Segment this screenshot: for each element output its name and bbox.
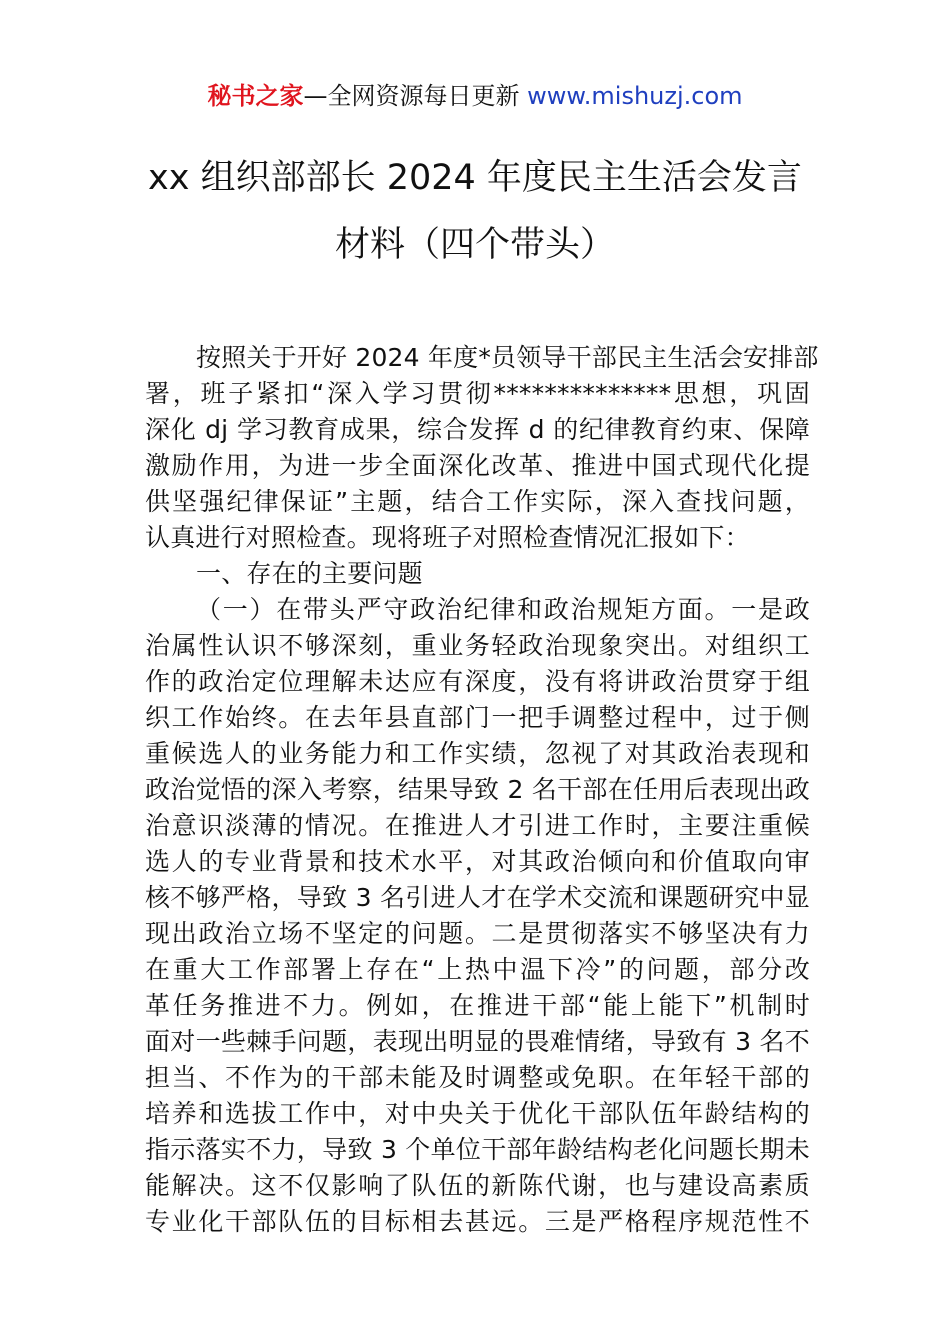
document-title-line-2: 材料（四个带头）: [334, 225, 615, 265]
body-line: 供坚强纪律保证”主题，结合工作实际，深入查找问题，: [145, 487, 810, 516]
site-brand: 秘书之家: [207, 82, 304, 110]
body-line: 培养和选拔工作中，对中央关于优化干部队伍年龄结构的: [145, 1099, 810, 1128]
body-line: 作的政治定位理解未达应有深度，没有将讲政治贯穿于组: [145, 667, 810, 696]
site-tagline: —全网资源每日更新: [303, 82, 520, 110]
body-line: 激励作用，为进一步全面深化改革、推进中国式现代化提: [145, 451, 810, 480]
body-line: 织工作始终。在去年县直部门一把手调整过程中，过于侧: [145, 703, 810, 732]
body-line: 按照关于开好 2024 年度*员领导干部民主生活会安排部: [196, 343, 819, 372]
body-line: （一）在带头严守政治纪律和政治规矩方面。一是政: [196, 595, 810, 624]
body-line: 在重大工作部署上存在“上热中温下冷”的问题，部分改: [145, 955, 810, 984]
body-line: 深化 dj 学习教育成果，综合发挥 d 的纪律教育约束、保障: [145, 415, 810, 444]
body-line: 治意识淡薄的情况。在推进人才引进工作时，主要注重候: [145, 811, 810, 840]
document-title-line-1: xx 组织部部长 2024 年度民主生活会发言: [148, 158, 802, 198]
body-line: 选人的专业背景和技术水平，对其政治倾向和价值取向审: [145, 847, 810, 876]
body-line: 专业化干部队伍的目标相去甚远。三是严格程序规范性不: [145, 1207, 810, 1236]
body-line: 认真进行对照检查。现将班子对照检查情况汇报如下：: [145, 523, 750, 552]
body-line: 核不够严格，导致 3 名引进人才在学术交流和课题研究中显: [145, 883, 810, 912]
body-line: 现出政治立场不坚定的问题。二是贯彻落实不够坚决有力: [145, 919, 810, 948]
body-line: 担当、不作为的干部未能及时调整或免职。在年轻干部的: [145, 1063, 810, 1092]
site-url-link[interactable]: www.mishuzj.com: [519, 82, 743, 110]
body-line: 治属性认识不够深刻，重业务轻政治现象突出。对组织工: [145, 631, 810, 660]
body-line: 能解决。这不仅影响了队伍的新陈代谢，也与建设高素质: [145, 1171, 810, 1200]
body-line: 面对一些棘手问题，表现出明显的畏难情绪，导致有 3 名不: [145, 1027, 810, 1056]
body-line: 重候选人的业务能力和工作实绩，忽视了对其政治表现和: [145, 739, 810, 768]
site-header: [0, 78, 950, 114]
section-heading: 一、存在的主要问题: [196, 559, 423, 588]
body-line: 革任务推进不力。例如，在推进干部“能上能下”机制时: [145, 991, 810, 1020]
body-line: 政治觉悟的深入考察，结果导致 2 名干部在任用后表现出政: [145, 775, 810, 804]
body-line: 指示落实不力，导致 3 个单位干部年龄结构老化问题长期未: [145, 1135, 810, 1164]
document-body: [145, 340, 819, 1240]
body-line: 署，班子紧扣“深入学习贯彻**************思想，巩固: [145, 379, 810, 408]
